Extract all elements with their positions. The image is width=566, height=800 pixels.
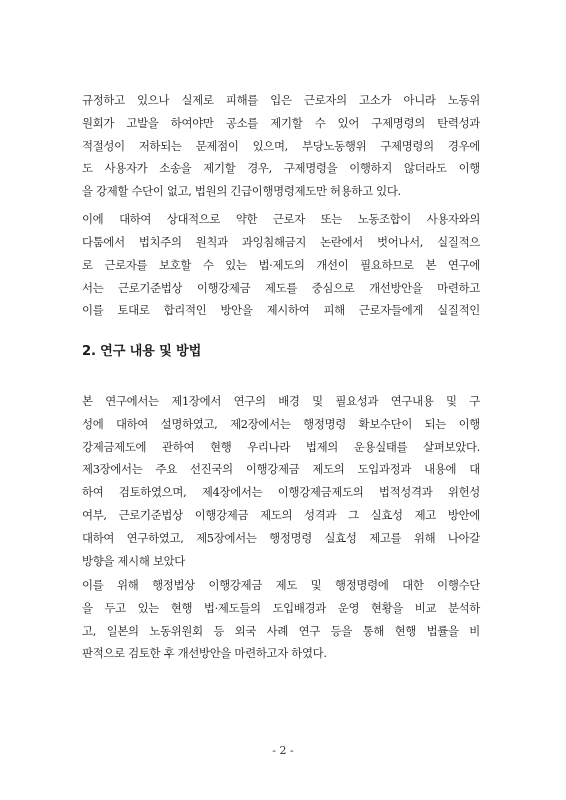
text-line: 이를 토대로 합리적인 방안을 제시하여 피해 근로자들에게 실질적인 xyxy=(82,303,480,318)
text-line: 고, 일본의 노동위원회 등 외국 사례 연구 등을 통해 현행 법률을 비 xyxy=(82,623,480,638)
paragraph-chapter-overview xyxy=(82,390,480,572)
paragraph-methodology xyxy=(82,574,480,665)
text-line: 강제금제도에 관하여 현행 우리나라 법제의 운용실태를 살펴보았다. xyxy=(82,439,480,454)
text-line: 성에 대하여 설명하였고, 제2장에서는 행정명령 확보수단이 되는 이행 xyxy=(82,416,480,431)
paragraph-research-purpose-rest xyxy=(82,231,480,322)
text-line: 본 연구에서는 제1장에서 연구의 배경 및 필요성과 연구내용 및 구 xyxy=(82,394,480,408)
text-line: 판적으로 검토한 후 개선방안을 마련하고자 하였다. xyxy=(82,646,327,661)
text-line: 이를 위해 행정법상 이행강제금 제도 및 행정명령에 대한 이행수단 xyxy=(82,578,480,592)
text-line: 도 사용자가 소송을 제기할 경우, 구제명령을 이행하지 않더라도 이행 xyxy=(82,161,480,176)
section-heading: 2. 연구 내용 및 방법 xyxy=(82,344,202,359)
paragraph-research-purpose xyxy=(82,208,480,231)
text-line: 적절성이 저하되는 문제점이 있으며, 부당노동행위 구제명령의 경우에 xyxy=(82,138,480,153)
text-line: 방향을 제시해 보았다 xyxy=(82,553,185,568)
text-line: 규정하고 있으나 실제로 피해를 입은 근로자의 고소가 아니라 노동위 xyxy=(82,93,480,107)
text-line: 다툼에서 법치주의 원칙과 과잉침해금지 논란에서 벗어나서, 실질적으 xyxy=(82,235,480,249)
text-line: 이에 대하여 상대적으로 약한 근로자 또는 노동조합이 사용자와의 xyxy=(82,212,480,226)
paragraph-problem-statement xyxy=(82,89,480,203)
text-line: 하여 검토하였으며, 제4장에서는 이행강제금제도의 법적성격과 위헌성 xyxy=(82,485,480,500)
text-line: 대하여 연구하였고, 제5장에서는 행정명령 실효성 제고를 위해 나아갈 xyxy=(82,530,480,545)
text-line: 원회가 고발을 하여야만 공소를 제기할 수 있어 구제명령의 탄력성과 xyxy=(82,115,480,130)
text-line: 여부, 근로기준법상 이행강제금 제도의 성격과 그 실효성 제고 방안에 xyxy=(82,507,480,522)
text-line: 제3장에서는 주요 선진국의 이행강제금 제도의 도입과정과 내용에 대 xyxy=(82,462,480,477)
text-line: 을 강제할 수단이 없고, 법원의 긴급이행명령제도만 허용하고 있다. xyxy=(82,184,401,199)
text-line: 서는 근로기준법상 이행강제금 제도를 중심으로 개선방안을 마련하고 xyxy=(82,280,480,295)
text-line: 을 두고 있는 현행 법·제도들의 도입배경과 운영 현황을 비교 분석하 xyxy=(82,600,480,615)
text-line: 로 근로자를 보호할 수 있는 법·제도의 개선이 필요하므로 본 연구에 xyxy=(82,257,480,272)
page-number: - 2 - xyxy=(272,744,294,757)
